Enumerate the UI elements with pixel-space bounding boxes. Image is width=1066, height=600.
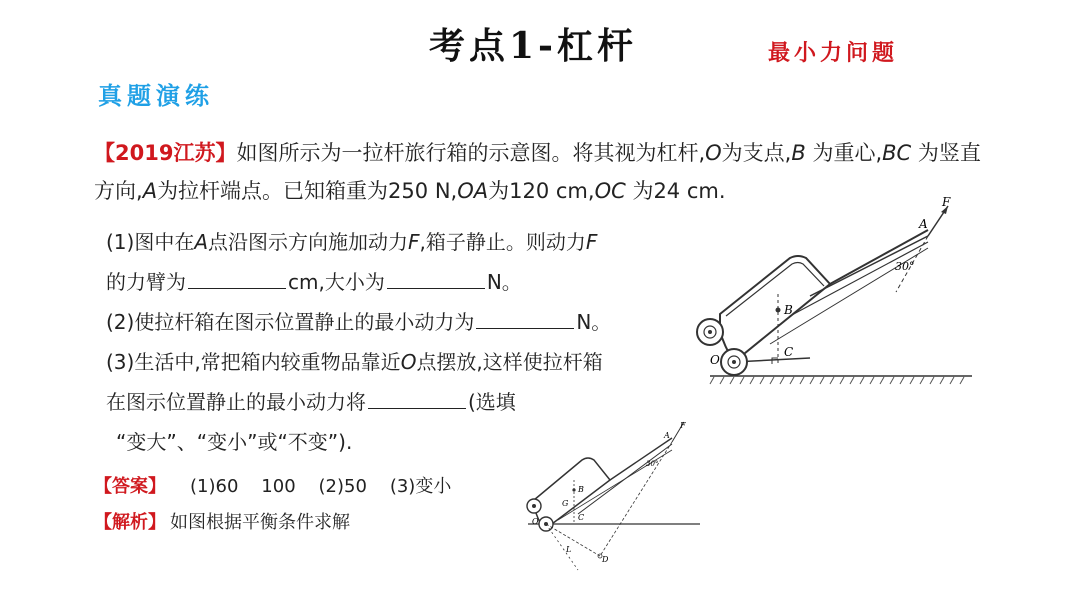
question-text: (3)生活中,常把箱内较重物品靠近 <box>106 350 401 374</box>
answer-line <box>94 472 451 498</box>
center-of-gravity-point <box>776 308 781 313</box>
label-a: A <box>664 431 670 440</box>
page-title: 考点1-杠杆 <box>429 25 637 67</box>
symbol-oa: OA <box>457 179 489 203</box>
analysis-diagram <box>518 420 708 580</box>
lever-arm-line <box>546 524 600 556</box>
center-of-gravity-point <box>572 488 575 491</box>
label-a: A <box>919 217 928 231</box>
label-f: F <box>680 421 686 430</box>
luggage-lever-diagram <box>690 196 980 396</box>
label-g: G <box>562 499 569 508</box>
symbol-o: O <box>705 141 722 165</box>
question-3-line-2 <box>106 382 516 422</box>
question-3-line-3 <box>116 422 352 462</box>
label-c: C <box>578 513 585 522</box>
problem-text: 为120 cm, <box>488 179 595 203</box>
answer-label: 【答案】 <box>94 476 166 497</box>
question-text: “变大”、“变小”或“不变”). <box>116 430 353 454</box>
label-o: O <box>710 353 720 367</box>
question-1-line-2 <box>106 262 522 302</box>
handle-rail-top <box>610 438 672 480</box>
symbol-bc: BC <box>882 141 912 165</box>
label-o: O <box>532 517 539 526</box>
question-text: 点沿图示方向施加动力 <box>208 230 409 254</box>
answer-text: (1)60 100 (2)50 (3)变小 <box>190 476 452 497</box>
label-l: L <box>566 545 572 554</box>
problem-text: 如图所示为一拉杆旅行箱的示意图。将其视为杠杆, <box>236 141 706 165</box>
question-text: 点摆放,这样使拉杆箱 <box>416 350 603 374</box>
answer-blank[interactable] <box>368 390 466 409</box>
question-text: N。 <box>486 270 522 294</box>
page-subtitle: 最小力问题 <box>768 40 899 66</box>
question-text: N。 <box>576 310 612 334</box>
question-1-line-1 <box>106 222 597 262</box>
label-c: C <box>784 345 794 359</box>
section-heading: 真题演练 <box>98 81 214 110</box>
problem-text: 为24 cm. <box>625 179 726 203</box>
question-2 <box>106 302 611 342</box>
problem-text: 为支点, <box>721 141 792 165</box>
symbol-oc: OC <box>594 179 626 203</box>
problem-text: 为重心, <box>805 141 883 165</box>
symbol-b: B <box>791 141 806 165</box>
problem-text: 为竖直 <box>911 141 981 165</box>
symbol-a: A <box>194 230 209 254</box>
answer-blank[interactable] <box>476 310 574 329</box>
label-d: D <box>602 555 609 564</box>
symbol-f: F <box>585 230 598 254</box>
question-text: (选填 <box>468 390 516 414</box>
analysis-line <box>94 508 350 534</box>
label-f: F <box>942 196 951 209</box>
auxiliary-line <box>546 524 578 570</box>
label-b: B <box>578 485 584 494</box>
symbol-o: O <box>400 350 417 374</box>
label-angle: 30° <box>895 260 915 273</box>
analysis-text: 如图根据平衡条件求解 <box>170 512 350 533</box>
label-b: B <box>784 303 793 317</box>
problem-text: 为拉杆端点。已知箱重为250 N, <box>157 179 458 203</box>
label-angle: 30° <box>646 460 659 468</box>
answer-blank[interactable] <box>188 270 286 289</box>
force-extension-line <box>600 442 672 556</box>
problem-text: 方向, <box>94 179 143 203</box>
question-text: (1)图中在 <box>106 230 195 254</box>
symbol-f: F <box>408 230 420 254</box>
question-3-line-1 <box>106 342 603 382</box>
question-text: 在图示位置静止的最小动力将 <box>106 390 366 414</box>
analysis-label: 【解析】 <box>94 512 166 533</box>
upper-wheel-axle <box>708 330 712 334</box>
ground-hatching <box>710 377 964 384</box>
right-angle-mark <box>772 358 778 364</box>
question-text: 的力臂为 <box>106 270 186 294</box>
symbol-a: A <box>142 179 158 203</box>
lower-wheel-axle <box>732 360 736 364</box>
answer-blank[interactable] <box>387 270 485 289</box>
question-text: (2)使拉杆箱在图示位置静止的最小动力为 <box>106 310 475 334</box>
question-text: ,箱子静止。则动力 <box>419 230 586 254</box>
case-body <box>720 256 830 362</box>
problem-source-tag: 【2019江苏】 <box>94 141 237 165</box>
upper-wheel-axle <box>532 504 536 508</box>
handle-rail-lower <box>790 242 928 316</box>
question-text: cm,大小为 <box>288 270 385 294</box>
